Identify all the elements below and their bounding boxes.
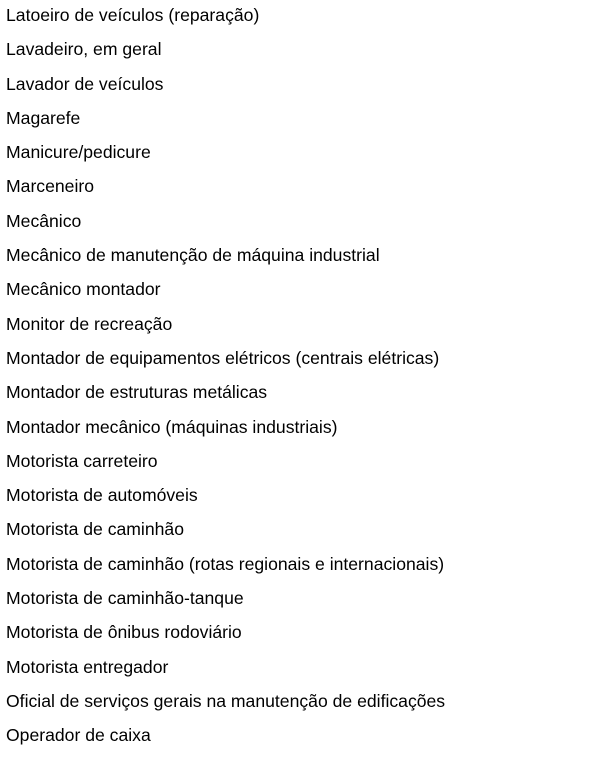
- list-item: Lavador de veículos: [6, 73, 164, 94]
- list-item: Monitor de recreação: [6, 313, 173, 334]
- list-item: Motorista entregador: [6, 656, 169, 677]
- occupation-list: [6, 4, 445, 759]
- list-item: Operador de caixa: [6, 725, 151, 746]
- list-item: Oficial de serviços gerais na manutenção de edificações: [6, 690, 446, 711]
- list-item: Motorista de caminhão (rotas regionais e internacionais): [6, 553, 445, 574]
- list-item: Montador mecânico (máquinas industriais): [6, 416, 338, 437]
- list-item: Motorista de caminhão-tanque: [6, 588, 244, 609]
- list-item: Mecânico montador: [6, 279, 161, 300]
- list-item: Mecânico de manutenção de máquina industrial: [6, 245, 380, 266]
- list-item: Latoeiro de veículos (reparação): [6, 5, 260, 25]
- list-item: Montador de estruturas metálicas: [6, 382, 268, 403]
- list-item: Motorista de caminhão: [6, 519, 184, 540]
- list-item: Magarefe: [6, 107, 81, 128]
- list-item: Motorista de automóveis: [6, 485, 198, 506]
- list-item: Marceneiro: [6, 176, 95, 197]
- list-item: Mecânico: [6, 210, 82, 231]
- list-item: Lavadeiro, em geral: [6, 39, 162, 60]
- list-item: Montador de equipamentos elétricos (centrais elétricas): [6, 347, 440, 368]
- list-item: Motorista carreteiro: [6, 450, 158, 471]
- list-item: Motorista de ônibus rodoviário: [6, 622, 242, 643]
- list-item: Manicure/pedicure: [6, 142, 151, 163]
